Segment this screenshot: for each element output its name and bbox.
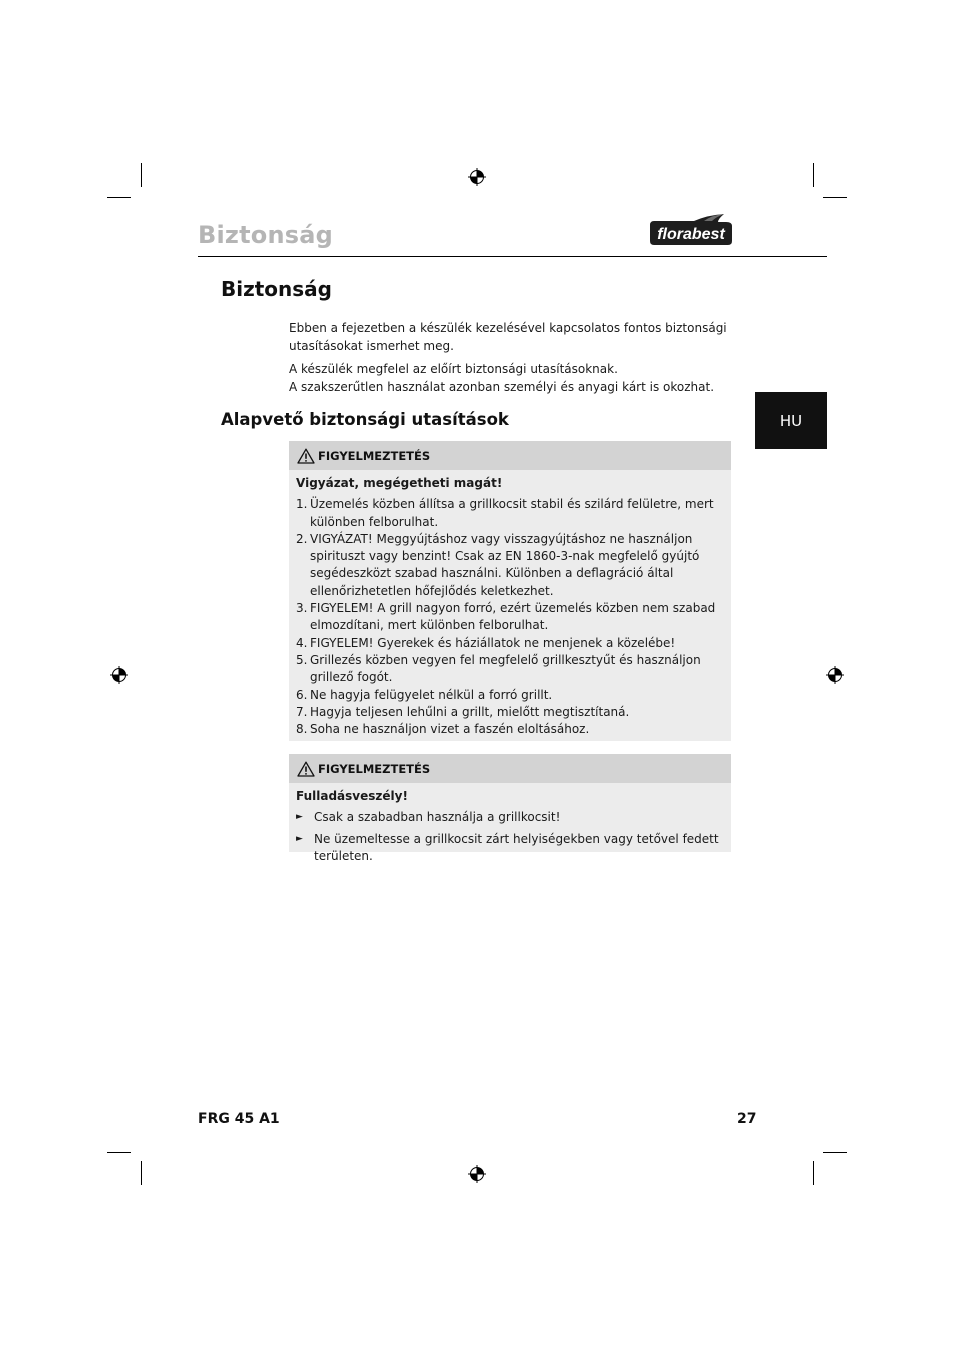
intro-line: A szakszerűtlen használat azonban személyi és anyagi kárt is okozhat.	[289, 379, 715, 394]
logo-text: florabest	[657, 226, 725, 243]
warning-body	[289, 470, 731, 742]
section-heading: Alapvető biztonsági utasítások	[221, 410, 509, 429]
bullet-text: Ne üzemeltesse a grillkocsit zárt helyiségekben vagy tetővel fedett területen.	[314, 831, 719, 863]
bullet-item	[296, 809, 724, 826]
page-number: 27	[737, 1111, 757, 1127]
list-item	[296, 531, 724, 600]
running-title: Biztonság	[198, 221, 333, 249]
arrow-right-icon: ►	[296, 812, 303, 823]
list-number: 2.	[296, 531, 308, 546]
list-text: VIGYÁZAT! Meggyújtáshoz vagy visszagyújtáshoz ne használjon spirituszt vagy benzint! Csak az EN 1860-3-nak megfelelő gyújtó segédeszközt szabad használni. Különben a deflagráció által ellenőrizhetetlen hőfejlődés keletkezhet.	[310, 531, 700, 598]
list-item	[296, 652, 724, 687]
list-number: 3.	[296, 601, 308, 616]
crop-mark	[823, 197, 847, 198]
crop-mark	[107, 1152, 131, 1153]
crop-mark	[141, 1161, 142, 1185]
list-item	[296, 687, 724, 704]
language-tab: HU	[755, 392, 827, 449]
list-text: FIGYELEM! A grill nagyon forró, ezért üzemelés közben nem szabad elmozdítani, mert különben felborulhat.	[310, 601, 716, 633]
list-number: 6.	[296, 687, 308, 702]
intro-line: A készülék megfelel az előírt biztonsági utasításoknak.	[289, 362, 618, 376]
list-item	[296, 704, 724, 721]
list-text: Üzemelés közben állítsa a grillkocsit stabil és szilárd felületre, mert különben felborulhat.	[310, 497, 714, 529]
warning-triangle-icon	[297, 448, 315, 464]
registration-mark-icon	[110, 666, 128, 684]
footer-model: FRG 45 A1	[198, 1111, 280, 1127]
warning-triangle-icon	[297, 761, 315, 777]
list-item	[296, 496, 724, 531]
list-number: 4.	[296, 635, 308, 650]
crop-mark	[141, 163, 142, 187]
list-text: Ne hagyja felügyelet nélkül a forró grillt.	[310, 687, 553, 702]
warning-label: FIGYELMEZTETÉS	[318, 761, 431, 776]
arrow-right-icon: ►	[296, 833, 303, 844]
brand-logo	[646, 213, 734, 247]
crop-mark	[813, 1161, 814, 1185]
crop-mark	[813, 163, 814, 187]
crop-mark	[823, 1152, 847, 1153]
header-rule	[198, 256, 827, 257]
list-item	[296, 600, 724, 635]
list-item	[296, 721, 724, 738]
list-item	[296, 635, 724, 652]
warning-body	[289, 783, 731, 873]
list-number: 7.	[296, 704, 308, 719]
page-title: Biztonság	[221, 277, 332, 301]
bullet-item	[296, 831, 724, 866]
bullet-text: Csak a szabadban használja a grillkocsit!	[314, 810, 561, 825]
warning-header	[289, 754, 731, 783]
crop-mark	[107, 197, 131, 198]
intro-paragraph	[289, 361, 734, 396]
list-number: 1.	[296, 497, 308, 512]
warning-box-burn	[289, 441, 731, 741]
leaf-logo-icon	[646, 213, 734, 247]
list-text: Soha ne használjon vizet a faszén eloltásához.	[310, 722, 590, 737]
list-text: Hagyja teljesen lehűlni a grillt, mielőtt megtisztítaná.	[310, 704, 630, 719]
warning-subtitle: Fulladásveszély!	[296, 789, 408, 803]
warning-subtitle: Vigyázat, megégetheti magát!	[296, 476, 503, 490]
list-text: FIGYELEM! Gyerekek és háziállatok ne menjenek a közelébe!	[310, 635, 676, 650]
warning-label: FIGYELMEZTETÉS	[318, 448, 431, 463]
list-text: Grillezés közben vegyen fel megfelelő grillkesztyűt és használjon grillező fogót.	[310, 652, 701, 685]
registration-mark-icon	[468, 168, 486, 186]
list-number: 5.	[296, 652, 308, 667]
intro-paragraph: Ebben a fejezetben a készülék kezelésével kapcsolatos fontos biztonsági utasításokat ismerhet meg.	[289, 321, 727, 353]
registration-mark-icon	[468, 1165, 486, 1183]
registration-mark-icon	[826, 666, 844, 684]
warning-box-suffocation	[289, 754, 731, 863]
warning-header	[289, 441, 731, 470]
list-number: 8.	[296, 722, 308, 737]
